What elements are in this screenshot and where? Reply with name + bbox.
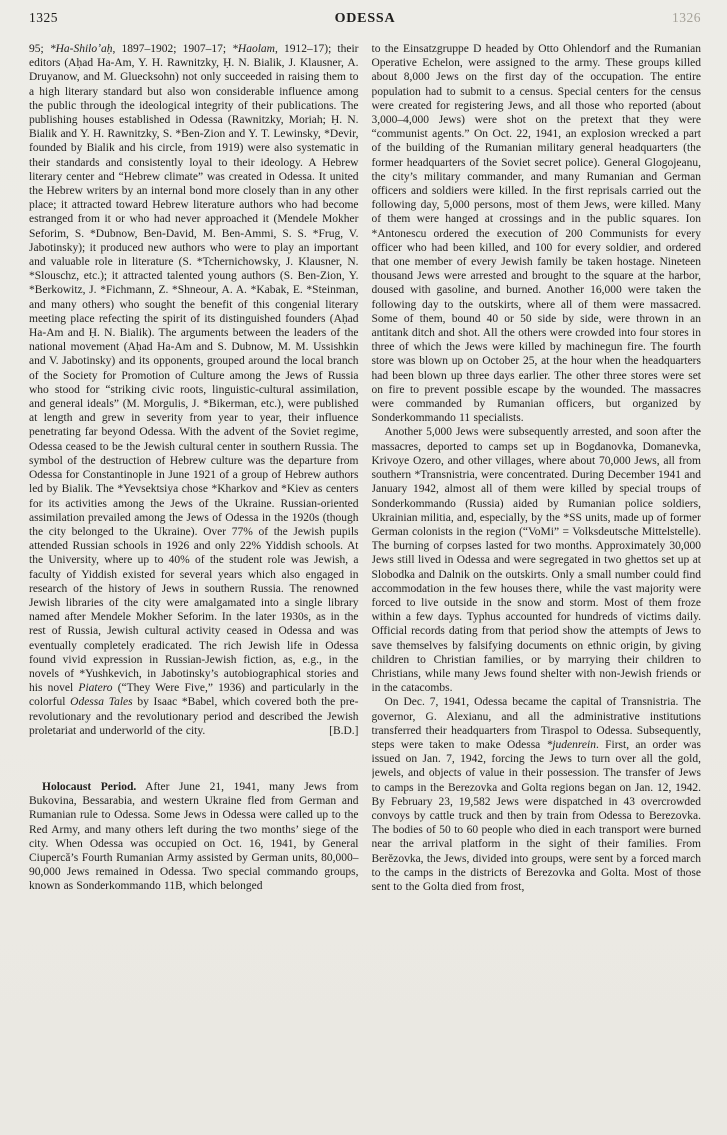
page-number-right: 1326 [672,10,701,25]
page-title: ODESSA [334,11,396,26]
running-head [29,10,701,27]
dec-7-1941-paragraph: On Dec. 7, 1941, Odessa became the capital of Transnistria. The governor, G. Alexianu, and all the administrative institutions transferred their headquarters from Tiraspol to Odessa. Subsequently, steps were taken to make Odessa *judenrein. First, an order was issued on Jan. 7, 1942, forcing the Jews to turn over all the gold, jewels, and objects of value in their possession. The transfer of Jews to camps in the Berezovka and Golta regions began on Jan. 12, 1942. By February 23, 19,582 Jews were dispatched in 43 overcrowded convoys by cattle truck and then by train from Odessa to Berezovka. The bodies of 50 to 60 people who died in each transport were burned near the arrival platform in the sight of their families. From Berĕzovka, the Jews, divided into groups, were sent by a forced march to the camps in the districts of Berezovka and Golta. Most of those sent to the Golta died from frost, [371,696,701,893]
continuation-paragraph-text: 95; *Ha-Shiloʼaḥ, 1897–1902; 1907–17; *Haolam, 1912–17); their editors (Aḥad Ha-Am, Y. H. Rawnitzky, Ḥ. N. Bialik, J. Klausner, A. Druyanow, and M. Gluecksohn) not only succeeded in raising them to a high literary standard but also won considerable influence among the public through the ideological integrity of their publications. The publishing houses established in Odessa (Rawnitzky, Moriah; Ḥ. N. Bialik and Y. H. Rawnitzky, S. *Ben-Zion and Y. T. Lewinsky, *Devir, founded by Bialik and his circle, from 1919) were also systematic in their standards and consistently loyal to their ideology. A Hebrew literary center and “Hebrew climate” was created in Odessa. It united the Hebrew writers by an internal bond more closely than in any other place; it attracted toward Hebrew literature authors who had become estranged from it or who had never approached it (Mendele Mokher Seforim, S. *Dubnow, Ben-David, M. Ben-Ammi, S. S. *Frug, V. Jabotinsky); it produced new authors who were to play an important and valuable role in literature (S. *Tchernichowsky, J. Klausner, N. *Slouschz, etc.); it attracted talented young authors (S. Ben-Zion, Y. *Berkowitz, J. *Fichmann, Z. *Shneour, A. A. *Kabak, E. *Steinman, and many others) who sought the benefit of this congenial literary meeting place refecting the spirit of its distinguished founders (Aḥad Ha-Am and Ḥ. N. Bialik). The arguments between the leaders of the national movement (Aḥad Ha-Am and S. Dubnow, M. M. Ussishkin and V. Jabotinsky) and its opponents, grouped around the local branch of the Society for Promotion of Culture among the Jews of Russia who stood for “striking civic roots, linguistic-cultural assimilation, and general ideals” (M. Morgulis, J. *Bikerman, etc.), were published at length and grew in severity from year to year, their influence penetrating far beyond Odessa. With the advent of the Soviet regime, Odessa ceased to be the Jewish cultural center in southern Russia. The symbol of the destruction of Hebrew culture was the departure from Odessa for Constantinople in June 1921 of a group of Hebrew authors led by Bialik. The *Yevsektsiya chose *Kharkov and *Kiev as centers for its activities among the Jews of the Ukraine. Russian-oriented assimilation prevailed among the Jews of Odessa in the 1920s (though the city belonged to the Ukraine). Over 77% of the Jewish pupils attended Russian schools in 1926 and only 22% Yiddish schools. At the University, where up to 40% of the student role was Jewish, a faculty of Yiddish existed for several years which also engaged in research of the history of Jews in southern Russia. The renowned Jewish libraries of the city were amalgamated into a single library named after Mendele Mokher Seforim. In the later 1930s, as in the rest of Russia, Jewish cultural activity ceased in Odessa and was eventually completely eradicated. The rich Jewish life in Odessa found vivid expression in Russian-Jewish fiction, as, e.g., in the novels of *Yushkevich, in Jabotinsky’s autobiographical stories and his novel Piatero (“They Were Five,” 1936) and particularly in the colorful Odessa Tales by Isaac *Babel, which covered both the pre-revolutionary and the revolutionary period and described the Jewish proletariat and underworld of the city. [29,43,359,737]
continuation-paragraph [29,42,359,738]
text-columns [29,42,701,1114]
page-number-left: 1325 [29,10,58,25]
right-column [372,42,702,1114]
continuation-paragraph-right: to the Einsatzgruppe D headed by Otto Ohlendorf and the Rumanian Operative Echelon, were assigned to the army. These groups killed about 8,000 Jews on the first day of the occupation. The entire population had to submit to a census. Special centers for the census were created for registering Jews, and all those who reported (about 3,000–4,000 Jews) were shot on the pretext that they were “communist agents.” On Oct. 22, 1941, an explosion wrecked a part of the building of the Rumanian military general headquarters (the former headquarters of the Soviet secret police). General Glogojeanu, the city’s military commander, and many Rumanian and German officers and soldiers were killed. In the first reprisals carried out the following day, 5,000 persons, most of them Jews, were killed. Many of them were hanged at crossings and in the public squares. Ion *Antonescu ordered the execution of 200 Communists for every officer who had been killed, and 100 for every soldier, and ordered that one member of every Jewish family be taken hostage. Nineteen thousand Jews were arrested and brought to the square at the harbor, doused with gasoline, and burned. Another 16,000 were taken the following day to the outskirts, where all of them were massacred. Some of them, bound 40 or 50 side by side, were thrown in an antitank ditch and shot. All the others were crowded into four stores in three of which the Jews were killed by machinegun fire. The fourth store was blown up on October 25, at the hour when the headquarters had been blown up three days earlier. The other three stores were set on fire to prevent possible escape by the wounded. The massacres were commanded by Rumanian officers, but organized by Sonderkommando 11 specialists. [371,43,701,425]
another-5000-paragraph: Another 5,000 Jews were subsequently arrested, and soon after the massacres, deported to camps set up in Bogdanovka, Domanevka, Krivoye Ozero, and other villages, where about 70,000 Jews, all from southern *Transnistria, were concentrated. During December 1941 and January 1942, almost all of them were killed by special troups of Sonderkommando (Russia) aided by Rumanian police soldiers, Ukrainian militia, and, especially, by the *SS units, made up of former German colonists in the region (“VoMi” = Volksdeutsche Mittelstelle). The burning of corpses lasted for two months. Approximately 30,000 Jews still lived in Odessa and were segregated in two ghettos set up at Slobodka and Dalnik on the outskirts. Only a small number could find accommodation in the few houses there, while the vast majority were forced to live outside in the snow and storm. Most of them froze within a few days. Typhus accounted for hundreds of victims daily. Official records dating from that period show the attempts of Jews to save themselves by falsifying documents on ethnic origin, by giving children to Christian families, or by marrying their children to Christians, while many Jews found shelter with non-Jewish friends or in the catacombs. [371,426,701,695]
author-attribution: [B.D.] [329,724,359,737]
left-column [29,42,359,1114]
holocaust-period-paragraph: Holocaust Period. After June 21, 1941, many Jews from Bukovina, Bessarabia, and western Ukraine fled from German and Rumanian rule to Odessa. Some Jews in Odessa were called up to the Red Army, and many others left during the two months’ siege of the city. When Odessa was occupied on Oct. 16, 1941, by General Ciupercă’s Fourth Rumanian Army assisted by German units, 80,000–90,000 Jews remained in Odessa. Two special commando groups, known as Sonderkommando 11B, which belonged [29,780,359,893]
